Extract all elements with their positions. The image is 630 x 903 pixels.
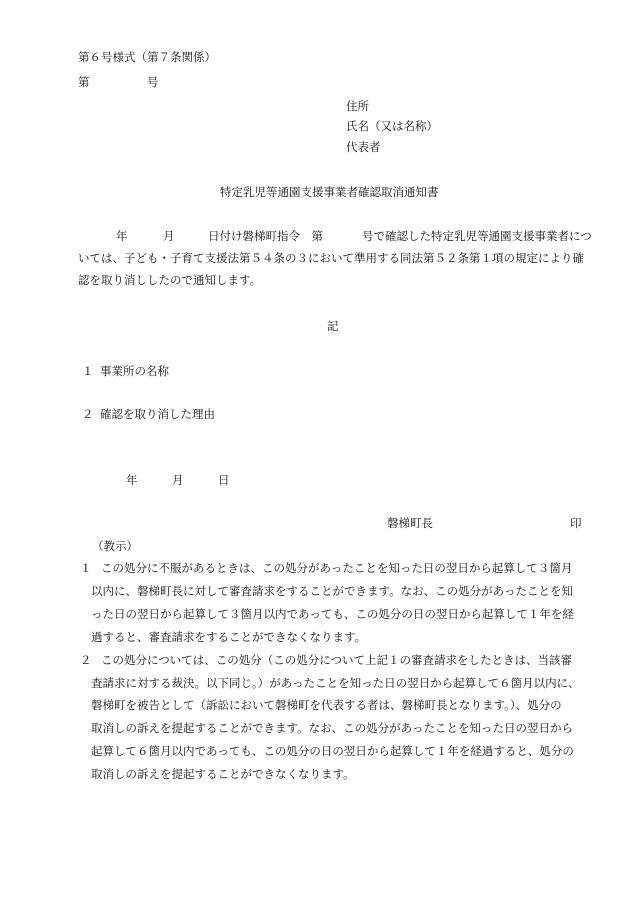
name-label: 氏名（又は名称） [346, 119, 438, 133]
item-label-reason: 確認を取り消した理由 [100, 407, 215, 421]
instruction-line: 起算して６箇月以内であっても、この処分の日の翌日から起算して１年を経過すると、処分の [91, 744, 574, 758]
document-title: 特定乳児等通園支援事業者確認取消通知書 [220, 185, 439, 199]
seal-mark: 印 [570, 516, 582, 530]
instruction-heading: （教示） [92, 539, 138, 553]
instruction-line: 取消しの訴えを提起することができなくなります。 [91, 767, 355, 781]
date-day: 日 [218, 473, 230, 487]
instruction-line: この処分に不服があるときは、この処分があったことを知った日の翌日から起算して３箇月 [101, 561, 573, 575]
body-year: 年 [116, 229, 128, 243]
body-month: 月 [163, 229, 175, 243]
instruction-line: 以内に、磐梯町長に対して審査請求をすることができます。なお、この処分があったことを知 [91, 584, 573, 598]
address-label: 住所 [346, 99, 369, 113]
instruction-item-number: ２ [80, 653, 92, 667]
number-prefix: 第 [78, 75, 90, 89]
record-mark: 記 [327, 319, 339, 333]
date-year: 年 [126, 473, 138, 487]
representative-label: 代表者 [346, 140, 381, 154]
body-line1-rest: 号で確認した特定乳児等通園支援事業者につ [362, 229, 592, 243]
instruction-line: 磐梯町を被告として（訴訟において磐梯町を代表する者は、磐梯町長となります。）、処分の [91, 698, 562, 712]
body-line2: いては、子ども・子育て支援法第５４条の３において準用する同法第５２条第１項の規定により確 [78, 251, 584, 265]
body-day-ref: 日付け磐梯町指令 第 [208, 229, 323, 243]
signature-title: 磐梯町長 [387, 516, 433, 530]
instruction-line: った日の翌日から起算して３箇月以内であっても、この処分の日の翌日から起算して１年を経 [91, 607, 574, 621]
instruction-line: 過すると、審査請求をすることができなくなります。 [91, 630, 367, 644]
instruction-line: 査請求に対する裁決。以下同じ。）があったことを知った日の翌日から起算して６箇月以内に、 [91, 676, 580, 690]
item-number: １ [82, 364, 94, 378]
number-suffix: 号 [147, 75, 159, 89]
item-number: ２ [82, 407, 94, 421]
instruction-line: この処分については、この処分（この処分について上記１の審査請求をしたときは、当該審 [101, 653, 573, 667]
form-label: 第６号様式（第７条関係） [78, 50, 216, 64]
date-month: 月 [172, 473, 184, 487]
instruction-item-number: １ [80, 561, 92, 575]
body-line3: 認を取り消ししたので通知します。 [78, 273, 262, 287]
instruction-line: 取消しの訴えを提起することができます。なお、この処分があったことを知った日の翌日から [91, 721, 573, 735]
item-label-business-name: 事業所の名称 [100, 364, 169, 378]
